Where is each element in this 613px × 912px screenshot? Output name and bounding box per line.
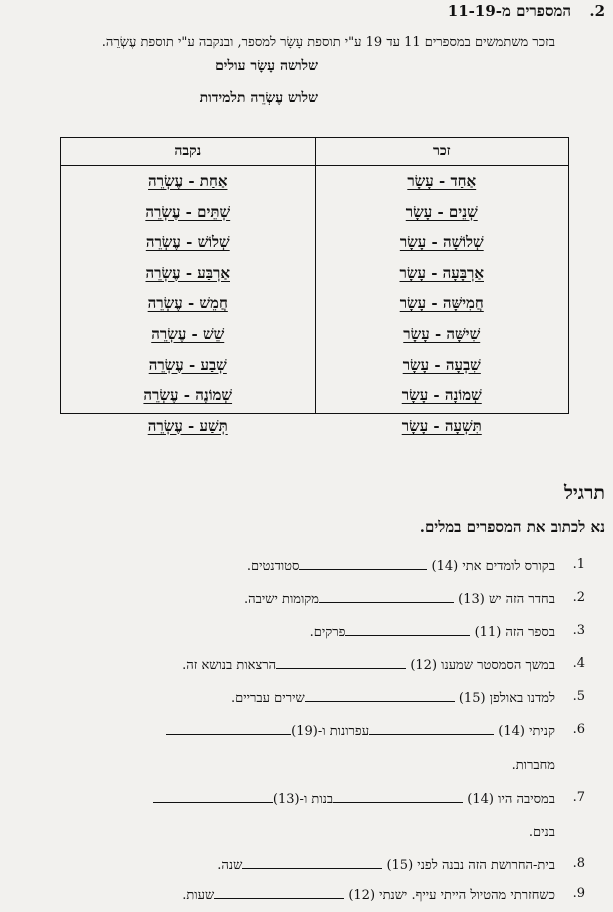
feminine-cell: שְׁבַע - עֶשְׂרֵה (148, 355, 227, 374)
masculine-cell: אַרְבָּעָה - עָשָׂר (399, 263, 484, 282)
masculine-cell: שִׁישָּׁה - עָשָׂר (403, 324, 481, 343)
item-number: 1. (572, 557, 585, 572)
item-text-end: שעות. (182, 888, 215, 903)
exercise-item-4 (0, 656, 613, 678)
masculine-column (315, 138, 569, 435)
item-text: בחדר הזה יש (13) (458, 592, 555, 607)
numbers-table (60, 137, 569, 435)
feminine-cell: שְׁלוֹשׁ - עֶשְׂרֵה (145, 233, 230, 252)
masculine-cell: אַחַד - עָשָׂר (407, 172, 477, 190)
item-text-end: פרקים. (309, 625, 346, 640)
exercise-item-5 (0, 689, 613, 711)
grammar-rule: בזכר משתמשים במספרים 11 עד 19 ע"י תוספת עָשָׂר למספר, ובנקבה ע"י תוספת עֶשְׂרֵה. (101, 35, 555, 50)
item-text-end: שירים עבריים. (230, 691, 305, 706)
answer-blank[interactable] (166, 722, 291, 735)
item-text: במסיבה היו (14) (467, 792, 555, 807)
item-text: בית-החרושת הזה נבנה לפני (15) (386, 858, 555, 873)
feminine-cell: שֵׁשׁ - עֶשְׂרֵה (151, 324, 225, 343)
exercise-item-3 (0, 623, 613, 645)
answer-blank[interactable] (369, 722, 494, 735)
exercise-item-9 (0, 886, 613, 908)
section-number: 2. (589, 2, 605, 20)
feminine-cell: אַחַת - עֶשְׂרֵה (148, 172, 228, 190)
example-masculine: שלושה עָשָׂר עולים (215, 58, 318, 74)
answer-blank[interactable] (242, 856, 382, 869)
item-text-end: הרצאות בנושא זה. (182, 658, 277, 673)
feminine-cell: חֲמֵשׁ - עֶשְׂרֵה (147, 294, 228, 313)
exercise-item-6 (0, 722, 613, 744)
exercise-item-1 (0, 557, 613, 579)
item-text: בקורס לומדים אתי (14) (431, 559, 555, 574)
feminine-cell: אַרְבַּע - עֶשְׂרֵה (145, 263, 230, 282)
item-text-mid: עפרונות ו-(19) (291, 724, 370, 739)
exercise-item-7 (0, 790, 613, 812)
masculine-header: זכר (316, 138, 569, 166)
item-number: 5. (572, 689, 585, 704)
feminine-cell: שְׁתֵּים - עֶשְׂרֵה (145, 202, 231, 221)
item-number: 2. (572, 590, 585, 605)
item-number: 9. (572, 886, 585, 901)
masculine-cell: שְׁנֵים - עָשָׂר (405, 202, 478, 221)
example-feminine: שלוש עֶשְׂרֵה תלמידות (199, 90, 318, 106)
item-text-mid: בנות ו-(13) (272, 792, 334, 807)
item-number: 7. (572, 790, 585, 805)
item-text: בספר הזה (11) (474, 625, 555, 640)
item-number: 8. (572, 856, 585, 871)
item-number: 4. (572, 656, 585, 671)
answer-blank[interactable] (214, 886, 344, 899)
item-7-continuation: בנים. (528, 825, 555, 840)
exercise-title: תרגיל (563, 482, 605, 504)
section-title: המספרים מ-11-19 (447, 2, 571, 20)
feminine-cell: שְׁמוֹנֶה - עֶשְׂרֵה (143, 386, 233, 405)
item-text: קניתי (14) (498, 724, 555, 739)
item-number: 3. (572, 623, 585, 638)
item-6-continuation: מחברות. (511, 758, 555, 773)
item-number: 6. (572, 722, 585, 737)
masculine-cell: שִׁבְעָה - עָשָׂר (402, 355, 481, 374)
answer-blank[interactable] (345, 623, 470, 636)
item-text: במשך הסמסטר שמענו (12) (410, 658, 555, 673)
feminine-column (61, 138, 315, 435)
answer-blank[interactable] (153, 790, 273, 803)
feminine-header: נקבה (61, 138, 315, 166)
answer-blank[interactable] (333, 790, 463, 803)
item-text-end: סטודנטים. (246, 559, 300, 574)
answer-blank[interactable] (299, 557, 427, 570)
item-text-end: מקומות ישיבה. (243, 592, 319, 607)
answer-blank[interactable] (276, 656, 406, 669)
item-text-end: שנה. (217, 858, 243, 873)
exercise-instruction: נא לכתוב את המספרים במלים. (419, 518, 605, 536)
masculine-cell: תִּשְׁעָה - עָשָׂר (401, 416, 482, 435)
masculine-cell: חֲמִישָּׁה - עָשָׂר (399, 294, 484, 313)
item-text: למדנו באולפן (15) (458, 691, 555, 706)
exercise-item-8 (0, 856, 613, 878)
answer-blank[interactable] (305, 689, 455, 702)
masculine-cell: שְׁמוֹנָה - עָשָׂר (401, 386, 482, 405)
masculine-cell: שְׁלוֹשָׁה - עָשָׂר (399, 233, 484, 252)
feminine-cell: תְּשַׁע - עֶשְׂרֵה (147, 416, 228, 435)
answer-blank[interactable] (319, 590, 454, 603)
exercise-item-2 (0, 590, 613, 612)
item-text: כשחזרתי מהטיול הייתי עייף. ישנתי (12) (348, 888, 555, 903)
